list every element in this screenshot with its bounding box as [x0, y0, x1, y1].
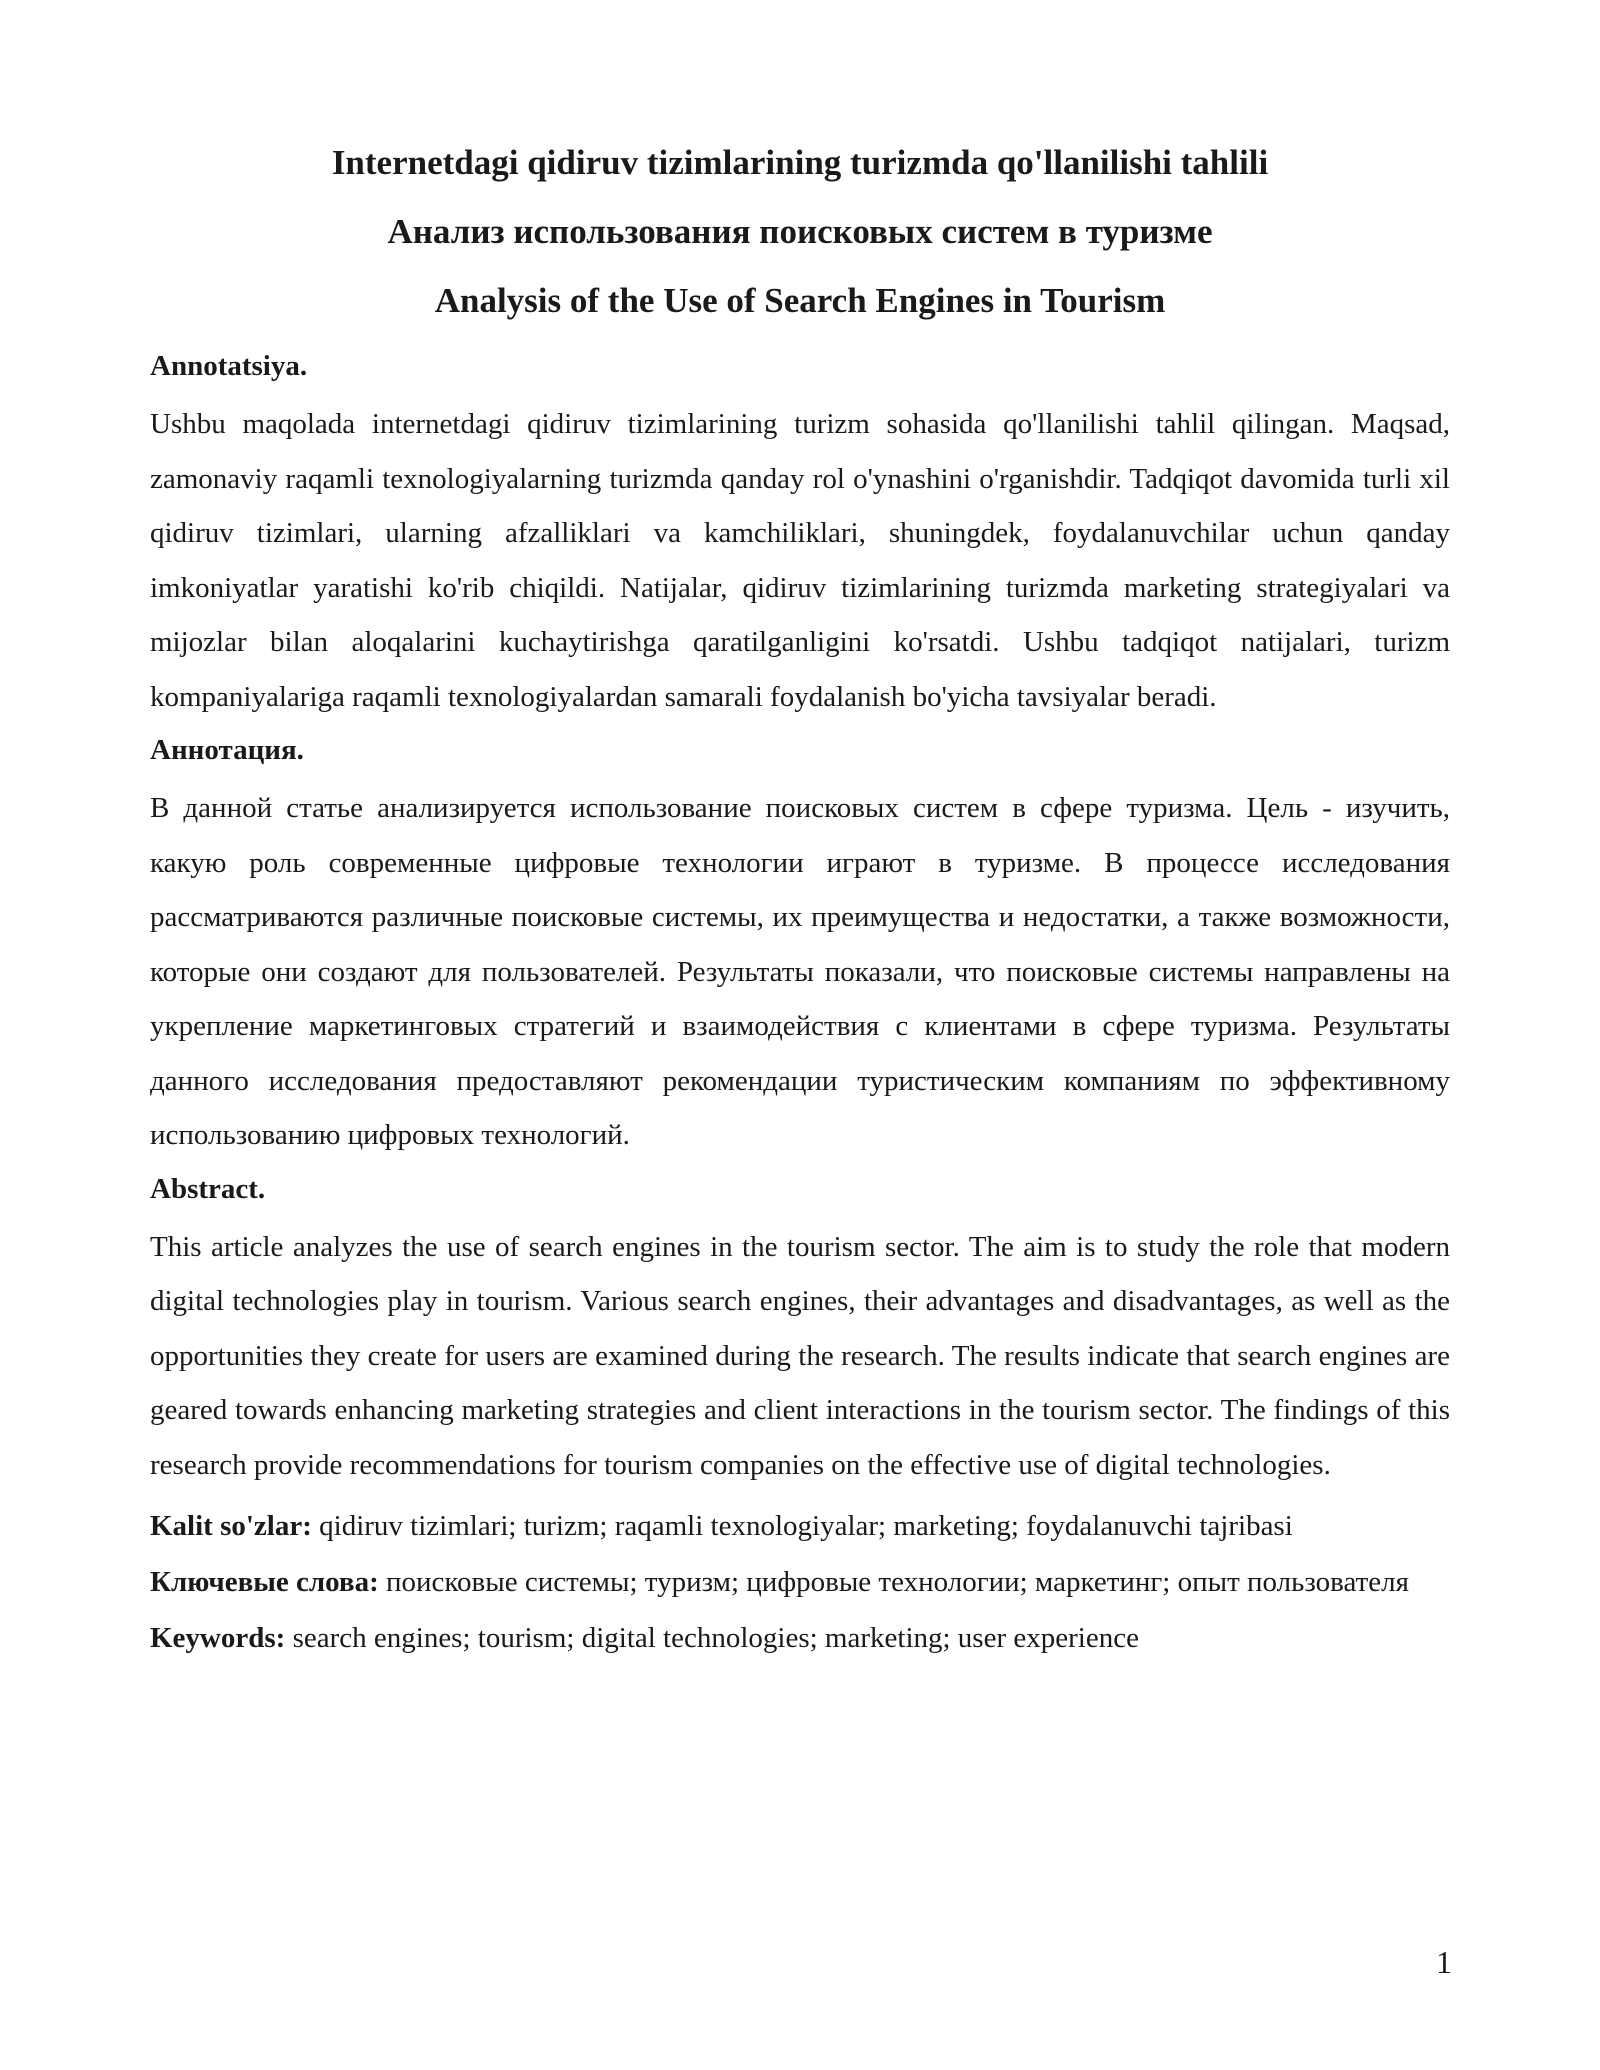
- keywords-ru-label: Ключевые слова:: [150, 1566, 379, 1598]
- keywords-uz-label: Kalit so'zlar:: [150, 1510, 312, 1542]
- page-number: 1: [1436, 1944, 1452, 1980]
- keywords-en-label: Keywords:: [150, 1622, 286, 1654]
- keywords-en-text: search engines; tourism; digital technologies; marketing; user experience: [285, 1622, 1139, 1654]
- annotation-ru-heading: Аннотация.: [150, 734, 304, 766]
- annotation-uz-text: Ushbu maqolada internetdagi qidiruv tizimlarining turizm sohasida qo'llanilishi tahlil qilingan. Maqsad, zamonaviy raqamli texnologiyalarning turizmda qanday rol o'ynashini o'rganishdir. Tadqiqot davomida turli xil qidiruv tizimlari, ularning afzalliklari va kamchiliklari, shuningdek, foydalanuvchilar uchun qanday imkoniyatlar yaratishi ko'rib chiqildi. Natijalar, qidiruv tizimlarining turizmda marketing strategiyalari va mijozlar bilan aloqalarini kuchaytirishga qaratilganligini ko'rsatdi. Ushbu tadqiqot natijalari, turizm kompaniyalariga raqamli texnologiyalardan samarali foydalanish bo'yicha tavsiyalar beradi.: [150, 408, 1450, 713]
- keywords-uz-text: qidiruv tizimlari; turizm; raqamli texnologiyalar; marketing; foydalanuvchi tajribasi: [311, 1510, 1293, 1542]
- keywords-ru-text: поисковые системы; туризм; цифровые технологии; маркетинг; опыт пользователя: [378, 1566, 1409, 1598]
- abstract-en-text: This article analyzes the use of search engines in the tourism sector. The aim is to study the role that modern digital technologies play in tourism. Various search engines, their advantages and disadvantages, as well as the opportunities they create for users are examined during the research. The results indicate that search engines are geared towards enhancing marketing strategies and client interactions in the tourism sector. The findings of this research provide recommendations for tourism companies on the effective use of digital technologies.: [150, 1230, 1450, 1481]
- keywords-uz: [150, 1498, 1450, 1554]
- title-english: Analysis of the Use of Search Engines in Tourism: [434, 281, 1166, 320]
- title-russian: Анализ использования поисковых систем в туризме: [387, 212, 1213, 251]
- keywords-en: [150, 1610, 1450, 1666]
- annotation-uz-heading: Annotatsiya.: [150, 350, 308, 382]
- annotation-ru-text: В данной статье анализируется использование поисковых систем в сфере туризма. Цель - изучить, какую роль современные цифровые технологии играют в туризме. В процессе исследования рассматриваются различные поисковые системы, их преимущества и недостатки, а также возможности, которые они создают для пользователей. Результаты показали, что поисковые системы направлены на укрепление маркетинговых стратегий и взаимодействия с клиентами в сфере туризма. Результаты данного исследования предоставляют рекомендации туристическим компаниям по эффективному использованию цифровых технологий.: [150, 792, 1450, 1151]
- abstract-en-heading: Abstract.: [150, 1172, 266, 1205]
- title-uzbek: Internetdagi qidiruv tizimlarining turizmda qo'llanilishi tahlili: [331, 143, 1269, 182]
- paper-first-page: [150, 140, 1450, 1666]
- keywords-ru: [150, 1554, 1450, 1610]
